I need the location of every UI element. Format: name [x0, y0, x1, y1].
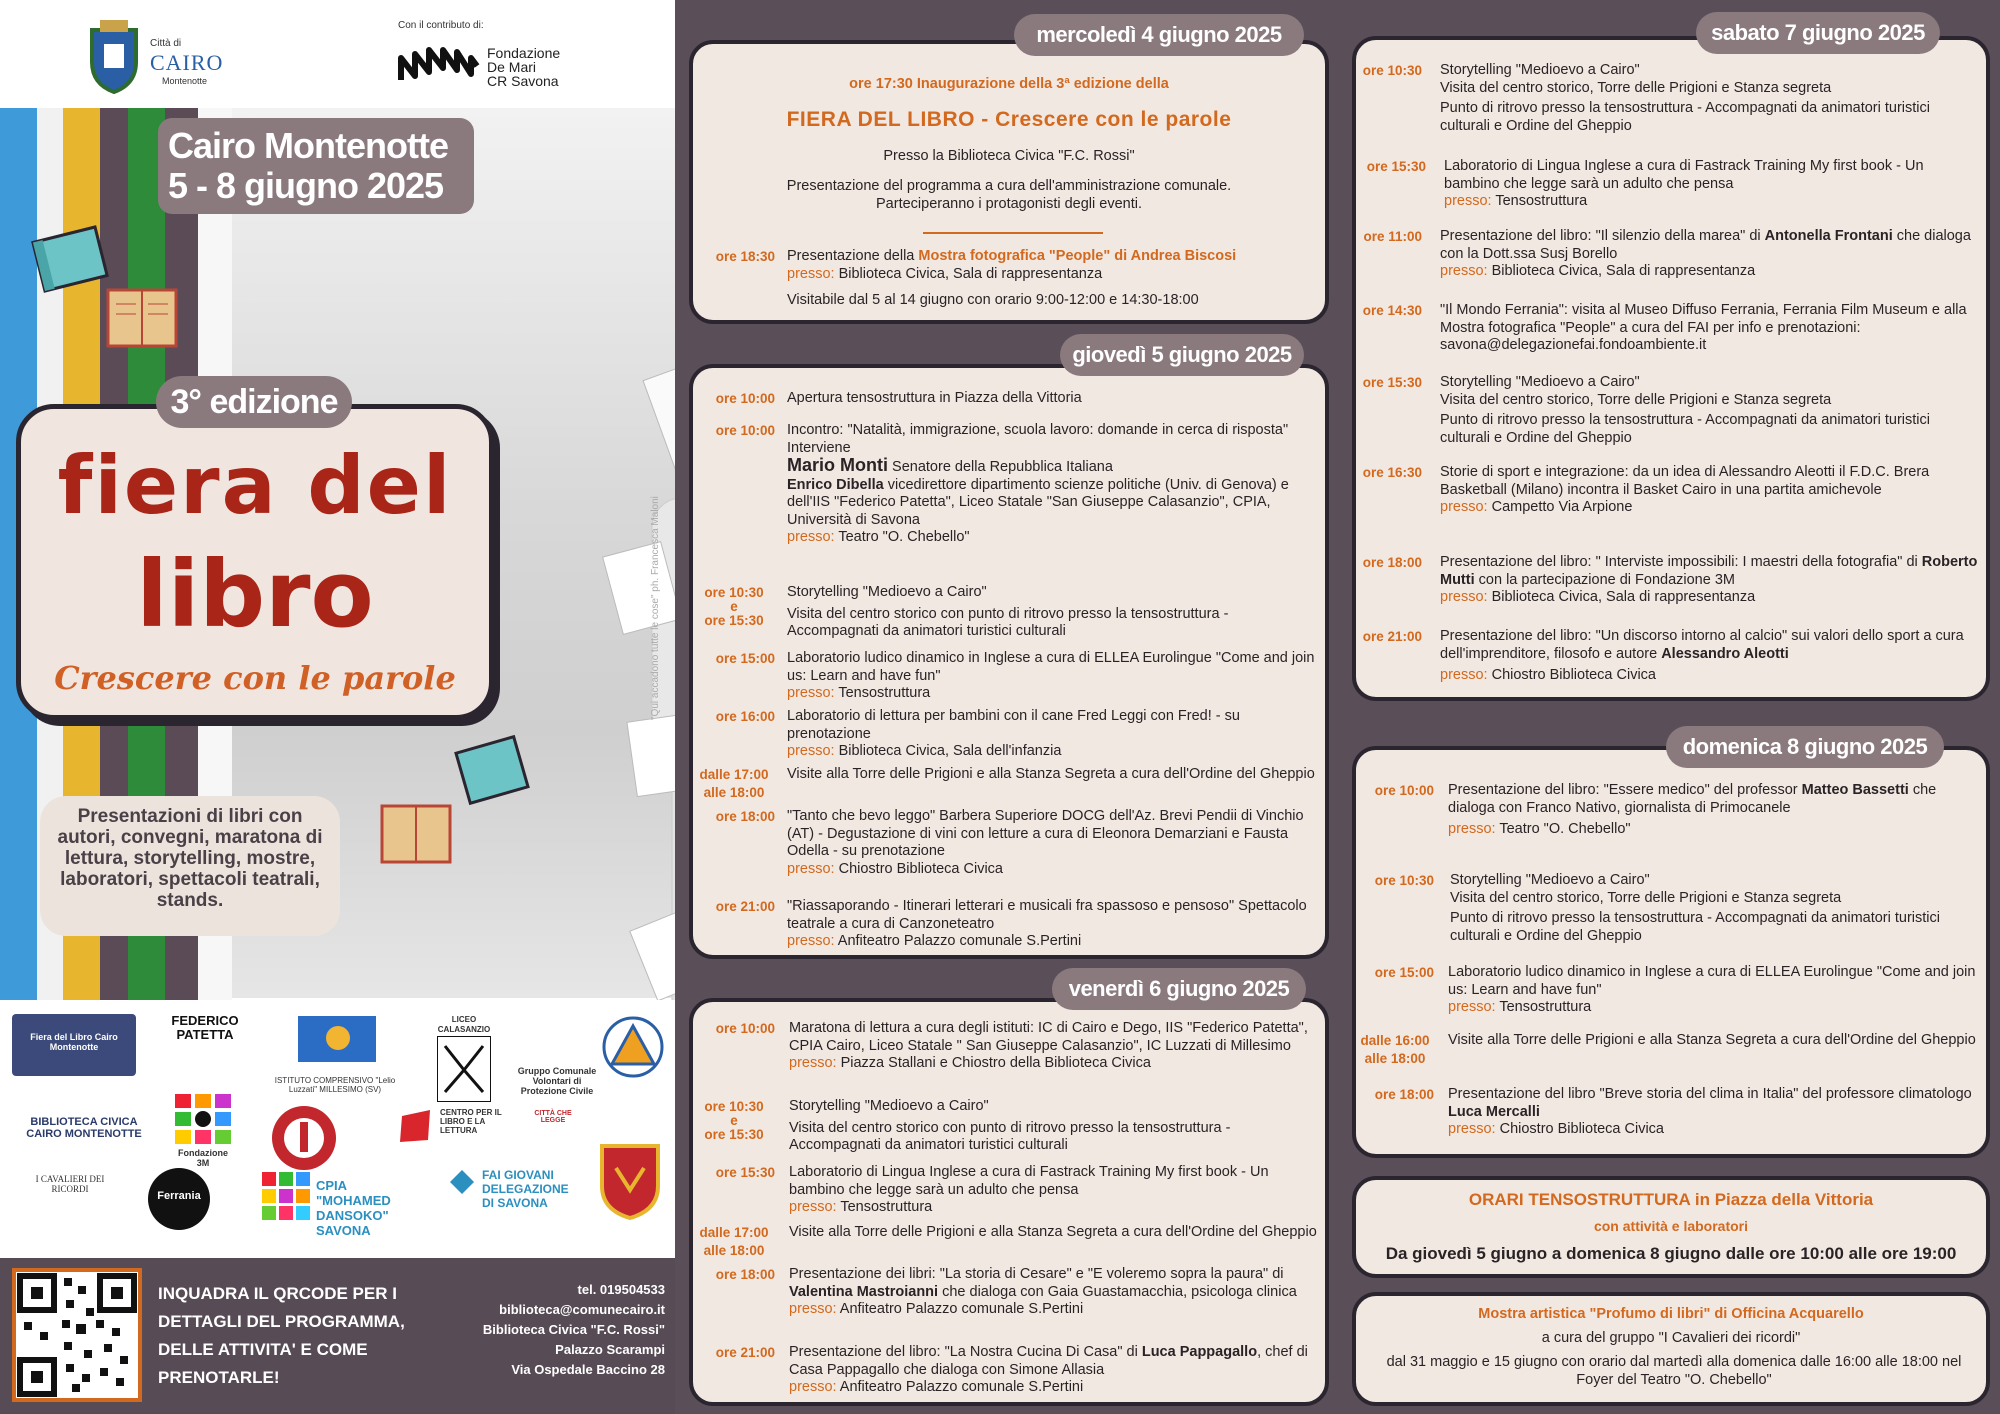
thu-e2: Incontro: "Natalità, immigrazione, scuola lavoro: domande in cerca di risposta" Interviene Mario Monti Senatore della Repubblica Italiana Enrico Dibella vicedirettore dipartimento scienze politiche (Univ. di Genova) e dell'IIS "Federico Patetta", Liceo Statale "San Giuseppe Calasanzio", CPIA, Università di Savona presso: Teatro "O. Chebello"	[787, 422, 1289, 545]
fond-line1: Fondazione	[487, 45, 561, 61]
hours-sub: con attività e laboratori	[1593, 1218, 1749, 1234]
exhibition-title: Mostra artistica "Profumo di libri" di Officina Acquarello	[1478, 1306, 1864, 1322]
sat-e4-time: ore 14:30	[1362, 303, 1422, 318]
contact-library: Biblioteca Civica "F.C. Rossi"	[482, 1322, 665, 1337]
fri-e6: Presentazione del libro: "La Nostra Cucina Di Casa" di Luca Pappagallo, chef di Casa Pappagallo che dialoga con Simone Allasia presso: Anfiteatro Palazzo comunale S.Pertini	[789, 1344, 1308, 1395]
poster-description: Presentazioni di libri con autori, convegni, maratona di lettura, storytelling, mostre, laboratori, spettacoli teatrali, stands.	[40, 796, 340, 936]
day-header-wednesday: mercoledì 4 giugno 2025	[1014, 14, 1304, 56]
qr-code[interactable]	[12, 1268, 142, 1402]
thu-e7: "Tanto che bevo leggo" Barbera Superiore DOCG dell'Az. Brevi Pendii di Vinchio (AT) - Degustazione di vini con letture a cura di Eleonora Demarziani e Fausta Odella - su prenotazione presso: Chiostro Biblioteca Civica	[787, 808, 1304, 877]
sun-e3: Laboratorio ludico dinamico in Inglese a cura di ELLEA Eurolingue "Come and join us: Learn and have fun" presso: Tensostruttura	[1448, 964, 1976, 1015]
book-teal-small-icon	[452, 730, 532, 810]
sat-e8: Presentazione del libro: "Un discorso intorno al calcio" sui valori dello sport a cura dell'imprenditore, filosofo e autore Alessandro Aleotti presso: Chiostro Biblioteca Civica	[1440, 628, 1964, 683]
header-logos	[0, 0, 675, 108]
fondazione-3m-grid-icon	[175, 1094, 231, 1146]
footer	[0, 1258, 675, 1414]
fri-e4-time: dalle 17:00 alle 18:00	[699, 1225, 769, 1258]
day-header-saturday: sabato 7 giugno 2025	[1696, 12, 1940, 54]
qr-code-icon	[16, 1272, 138, 1398]
contact-palazzo: Palazzo Scarampi	[555, 1342, 665, 1357]
partner-logo: I CAVALIERI DEI RICORDI	[35, 1174, 105, 1194]
sun-e1: Presentazione del libro: "Essere medico" del professor Matteo Bassetti che dialoga con Franco Nativo, giornalista di Primocanele presso: Teatro "O. Chebello"	[1448, 782, 1937, 837]
sat-e7: Presentazione del libro: " Interviste impossibili: I maestri della fotografia" di Roberto Mutti con la partecipazione di Fondazione 3M presso: Biblioteca Civica, Sala di rappresentanza	[1440, 554, 1978, 605]
partner-logo: Ferrania	[148, 1168, 210, 1230]
sun-e5: Presentazione del libro "Breve storia del clima in Italia" del professore climatologo Luca Mercalli presso: Chiostro Biblioteca Civica	[1448, 1086, 1972, 1137]
thu-e7-time: ore 18:00	[715, 809, 775, 824]
fondazione-logo	[397, 44, 597, 94]
partner-logo: Gruppo Comunale Volontari di Protezione Civile	[517, 1066, 597, 1096]
sat-e6: Storie di sport e integrazione: da un idea di Alessandro Aleotti il F.D.C. Brera Basketball (Milano) incontra il Basket Cairo in una partita amichevole presso: Campetto Via Arpione	[1440, 464, 1930, 515]
art-exhibition-card	[1352, 1292, 1990, 1406]
fri-e6-time: ore 21:00	[715, 1345, 775, 1360]
fri-e5-time: ore 18:00	[715, 1267, 775, 1282]
fri-e3: Laboratorio di Lingua Inglese a cura di Fastrack Training My first book - Un bambino che legge sarà un adulto che pensa presso: Tensostruttura	[789, 1164, 1269, 1215]
day-card-friday	[689, 998, 1329, 1406]
day-card-saturday	[1352, 36, 1990, 701]
hours-range: Da giovedì 5 giugno a domenica 8 giugno dalle ore 10:00 alle ore 19:00	[1385, 1244, 1957, 1263]
sat-e8-time: ore 21:00	[1362, 629, 1422, 644]
thu-e3: Storytelling "Medioevo a Cairo" Visita del centro storico con punto di ritrovo presso la tensostruttura - Accompagnati da animatori turistici culturali	[787, 584, 1229, 639]
thu-e6-time: dalle 17:00 alle 18:00	[699, 767, 769, 800]
fri-e3-time: ore 15:30	[715, 1165, 775, 1180]
wed-intro: ore 17:30 Inaugurazione della 3ª edizione della	[849, 76, 1169, 92]
location: Cairo Montenotte	[168, 125, 448, 166]
title-line1: fiera del	[57, 439, 453, 532]
thu-e1-time: ore 10:00	[715, 391, 775, 406]
photo-credit: "Qui accadono tutte le cose" ph. Francesca Maloni	[650, 496, 661, 720]
sun-e1-time: ore 10:00	[1374, 783, 1434, 798]
fondazione-mark-icon	[397, 46, 481, 86]
thu-e3-time: ore 10:30 e ore 15:30	[704, 585, 764, 628]
fri-e5: Presentazione dei libri: "La storia di Cesare" e "E voleremo sopra la paura" di Valentina Mastroianni che dialoga con Gaia Guastamacchia, psicologa clinica presso: Anfiteatro Palazzo comunale S.Pertini	[789, 1266, 1297, 1317]
wed-venue: Presso la Biblioteca Civica "F.C. Rossi"	[883, 148, 1135, 164]
wed-e1-time: ore 18:30	[715, 249, 775, 264]
hours-title: ORARI TENSOSTRUTTURA in Piazza della Vittoria	[1468, 1190, 1874, 1209]
fri-e1: Maratona di lettura a cura degli istituti: IC di Cairo e Dego, IIS "Federico Patetta", CPIA Cairo, Liceo Statale " San Giuseppe Calasanzio", IC Luzzati di Millesimo presso: Piazza Stallani e Chiostro della Biblioteca Civica	[789, 1020, 1308, 1071]
city-name: CAIRO	[150, 50, 224, 75]
thu-e4-time: ore 15:00	[715, 651, 775, 666]
fri-e1-time: ore 10:00	[715, 1021, 775, 1036]
thu-e5-time: ore 16:00	[715, 709, 775, 724]
sun-e2-time: ore 10:30	[1374, 873, 1434, 888]
carabinieri-crest-icon	[598, 1140, 662, 1220]
city-sub: Montenotte	[162, 76, 208, 86]
day-header-sunday: domenica 8 giugno 2025	[1666, 726, 1944, 768]
wed-fair-title: FIERA DEL LIBRO - Crescere con le parole	[786, 108, 1232, 131]
music-school-icon	[270, 1104, 338, 1172]
thu-e5: Laboratorio di lettura per bambini con il cane Fred Leggi con Fred! - su prenotazione presso: Biblioteca Civica, Sala dell'infanzia	[787, 708, 1240, 759]
dates: 5 - 8 giugno 2025	[168, 165, 444, 206]
partner-logo: ISTITUTO COMPRENSIVO "Lelio Luzzati" MILLESIMO (SV)	[262, 1016, 408, 1094]
wed-divider	[923, 232, 1103, 234]
sat-e6-time: ore 16:30	[1362, 465, 1422, 480]
sat-e1-time: ore 10:30	[1362, 63, 1422, 78]
protezione-civile-icon	[602, 1016, 664, 1078]
day-card-wednesday	[689, 40, 1329, 324]
tagline: Crescere con le parole	[54, 659, 456, 697]
thu-e1: Apertura tensostruttura in Piazza della Vittoria	[787, 390, 1082, 406]
partner-logo: CENTRO PER IL LIBRO E LA LETTURA	[398, 1108, 508, 1135]
title-box	[16, 404, 494, 720]
contact-address: Via Ospedale Baccino 28	[511, 1362, 665, 1377]
sat-e3-time: ore 11:00	[1363, 229, 1422, 244]
cepell-book-icon	[398, 1108, 434, 1144]
book-teal-icon	[30, 222, 110, 296]
tensostruttura-hours-card	[1352, 1176, 1990, 1278]
sat-e2-time: ore 15:30	[1366, 159, 1426, 174]
fri-e2-time: ore 10:30 e ore 15:30	[704, 1099, 764, 1142]
open-book-icon	[104, 282, 180, 350]
cpia-blocks-icon	[262, 1172, 310, 1220]
edition-badge: 3° edizione	[156, 376, 352, 428]
ic-luzzati-illustration	[298, 1016, 376, 1062]
thu-e4: Laboratorio ludico dinamico in Inglese a cura di ELLEA Eurolingue "Come and join us: Learn and have fun" presso: Tensostruttura	[787, 650, 1315, 701]
partner-logo: CITTÀ CHE LEGGE	[534, 1110, 572, 1124]
title-line2: libro	[136, 541, 374, 648]
partner-logo: FEDERICO PATETTA	[171, 1013, 239, 1042]
wed-e1-note: Visitabile dal 5 al 14 giugno con orario 9:00-12:00 e 14:30-18:00	[787, 292, 1199, 308]
open-book-small-icon	[376, 798, 456, 868]
sat-e3: Presentazione del libro: "Il silenzio della marea" di Antonella Frontani che dialoga con la Dott.ssa Susj Borello presso: Biblioteca Civica, Sala di rappresentanza	[1440, 228, 1971, 279]
exhibition-dates: dal 31 maggio e 15 giugno con orario dal martedì alla domenica dalle 16:00 alle 18:00 nel Foyer del Teatro "O. Chebello"	[1386, 1354, 1962, 1388]
sun-e4-time: dalle 16:00 alle 18:00	[1360, 1033, 1430, 1066]
fri-e2: Storytelling "Medioevo a Cairo" Visita del centro storico con punto di ritrovo presso la tensostruttura - Accompagnati da animatori turistici culturali	[789, 1098, 1231, 1153]
partner-logo: FAI GIOVANI DELEGAZIONE DI SAVONA	[448, 1168, 566, 1210]
sun-e4: Visite alla Torre delle Prigioni e alla Stanza Segreta a cura dell'Ordine del Gheppio	[1448, 1032, 1976, 1048]
sat-e5-time: ore 15:30	[1362, 375, 1422, 390]
contact-email[interactable]: biblioteca@comunecairo.it	[499, 1302, 665, 1317]
location-dates-box	[158, 118, 474, 214]
day-card-sunday	[1352, 746, 1990, 1158]
fri-e4: Visite alla Torre delle Prigioni e alla Stanza Segreta a cura dell'Ordine del Gheppio	[789, 1224, 1317, 1240]
contact-phone[interactable]: tel. 019504533	[577, 1282, 665, 1297]
thu-e2-time: ore 10:00	[715, 423, 775, 438]
sat-e4: "Il Mondo Ferrania": visita al Museo Diffuso Ferrania, Ferrania Film Museum e alla Mostra fotografica "People" a cura del FAI per info e prenotazioni: savona@delegazionefai.fondoambiente.it	[1440, 302, 1967, 353]
sat-e5: Storytelling "Medioevo a Cairo" Visita del centro storico, Torre delle Prigioni e Stanza segreta Punto di ritrovo presso la tensostruttura - Accompagnati da animatori turistici culturali e Ordine del Gheppio	[1440, 374, 1931, 446]
city-crest-icon	[84, 16, 144, 94]
city-prefix: Città di	[150, 38, 182, 49]
partner-logo: CPIA "MOHAMED DANSOKO" SAVONA	[262, 1178, 422, 1238]
exhibition-curator: a cura del gruppo "I Cavalieri dei ricordi"	[1541, 1330, 1801, 1346]
poster	[0, 0, 675, 1414]
partner-logo: Fiera del Libro Cairo Montenotte	[12, 1014, 136, 1076]
sun-e5-time: ore 18:00	[1374, 1087, 1434, 1102]
partner-logo: Fondazione 3M	[172, 1094, 234, 1168]
sun-e3-time: ore 15:00	[1374, 965, 1434, 980]
thu-e8: "Riassaporando - Itinerari letterari e musicali fra spassoso e pensoso" Spettacolo teatrale a cura di Canzoneteatro presso: Anfiteatro Palazzo comunale S.Pertini	[787, 898, 1307, 949]
partner-logo: LICEO CALASANZIO	[428, 1014, 500, 1094]
sun-e2: Storytelling "Medioevo a Cairo" Visita del centro storico, Torre delle Prigioni e Stanza segreta Punto di ritrovo presso la tensostruttura - Accompagnati da animatori turistici culturali e Ordine del Gheppio	[1450, 872, 1941, 944]
fai-mark-icon	[448, 1168, 476, 1196]
contact-block	[425, 1280, 665, 1380]
sat-e7-time: ore 18:00	[1362, 555, 1422, 570]
fond-line2: De Mari	[487, 59, 537, 75]
thu-e8-time: ore 21:00	[715, 899, 775, 914]
day-header-friday: venerdì 6 giugno 2025	[1052, 968, 1306, 1010]
liceo-emblem-icon	[437, 1036, 491, 1102]
fond-line3: CR Savona	[487, 73, 559, 89]
day-card-thursday	[689, 364, 1329, 959]
cairo-logo	[84, 16, 264, 100]
qr-call-to-action: INQUADRA IL QRCODE PER I DETTAGLI DEL PROGRAMMA, DELLE ATTIVITA' E COME PRENOTARLE!	[158, 1284, 405, 1387]
partner-logo: BIBLIOTECA CIVICA CAIRO MONTENOTTE	[26, 1116, 142, 1140]
sat-e2: Laboratorio di Lingua Inglese a cura di Fastrack Training My first book - Un bambino che legge sarà un adulto che pensa presso: Tensostruttura	[1444, 158, 1924, 209]
wed-desc: Presentazione del programma a cura dell'amministrazione comunale. Parteciperanno i protagonisti degli eventi.	[786, 178, 1232, 212]
contrib-label: Con il contributo di:	[398, 20, 484, 31]
thu-e6: Visite alla Torre delle Prigioni e alla Stanza Segreta a cura dell'Ordine del Gheppio	[787, 766, 1315, 782]
day-header-thursday: giovedì 5 giugno 2025	[1060, 334, 1304, 376]
partner-logos	[0, 1000, 675, 1256]
sat-e1: Storytelling "Medioevo a Cairo" Visita del centro storico, Torre delle Prigioni e Stanza segreta Punto di ritrovo presso la tensostruttura - Accompagnati da animatori turistici culturali e Ordine del Gheppio	[1440, 62, 1931, 134]
wed-e1: Presentazione della Mostra fotografica "People" di Andrea Biscosi presso: Biblioteca Civica, Sala di rappresentanza	[787, 248, 1237, 282]
